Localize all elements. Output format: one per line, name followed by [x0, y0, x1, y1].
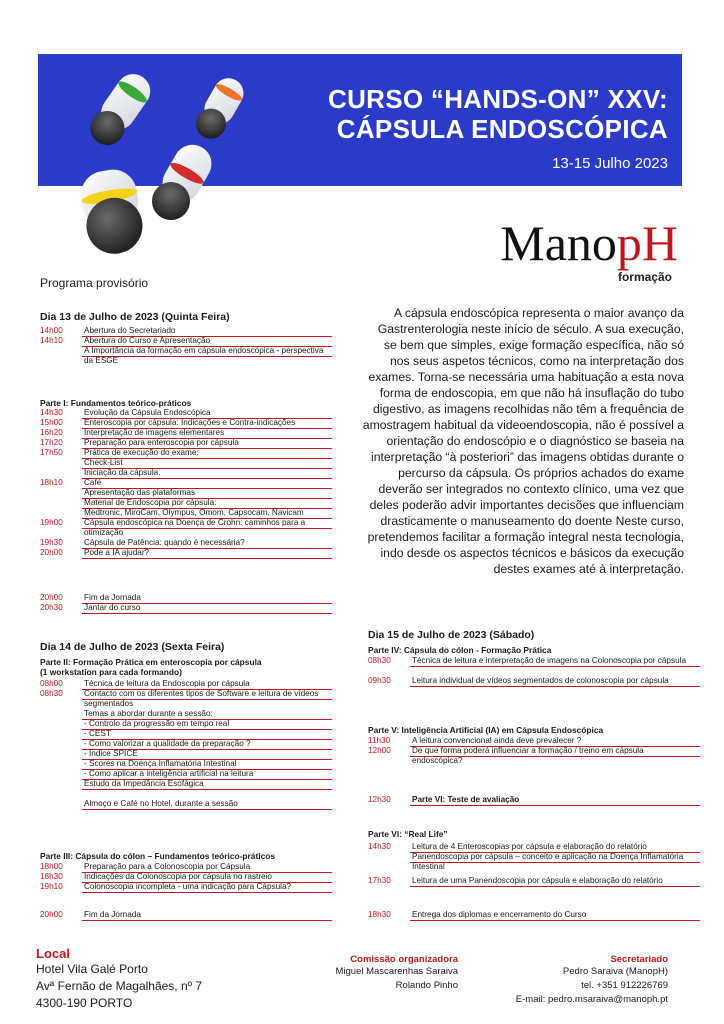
part1-title: Parte I: Fundamentos teórico-práticos	[40, 398, 192, 408]
capsule-yellow	[77, 166, 147, 258]
schedule-text: Fim da Jornada	[84, 910, 141, 919]
local-line-2: Avª Fernão de Magalhães, nº 7	[36, 979, 203, 993]
course-title-line2: CÁPSULA ENDOSCÓPICA	[336, 114, 668, 144]
schedule-text: De que forma poderá influenciar a formação / treino em cápsula endoscópica?	[412, 746, 644, 765]
day3-title: Dia 15 de Julho de 2023 (Sábado)	[368, 629, 535, 641]
schedule-time: 20h30	[40, 603, 63, 612]
schedule-text: Cápsula de Patência: quando é necessária?	[84, 538, 245, 547]
local-line-1: Hotel Vila Galé Porto	[36, 962, 148, 976]
part5-title: Parte V: Inteligência Artificial (IA) em Cápsula Endoscópica	[368, 725, 604, 735]
schedule-text: Interpretação de imagens elementares	[84, 428, 225, 437]
row-separator	[410, 666, 700, 667]
secretariado-line-2: tel. +351 912226769	[581, 980, 668, 991]
schedule-text: - Índice SPICE	[84, 749, 138, 758]
comissao-label: Comissão organizadora	[350, 954, 458, 965]
schedule-time: 12h30	[368, 795, 391, 804]
schedule-text: Fim da Jornada	[84, 593, 141, 602]
schedule-text: Prática de execução do exame:	[84, 448, 199, 457]
schedule-time: 17h20	[40, 438, 63, 447]
schedule-time: 18h10	[40, 478, 63, 487]
secretariado-label: Secretariado	[610, 954, 668, 965]
schedule-text: Técnica de leitura e interpretação de imagens na Colonoscopia por cápsula	[412, 656, 686, 665]
part6-title: Parte VI: “Real Life”	[368, 829, 448, 839]
secretariado-line-1: Pedro Saraiva (ManopH)	[562, 966, 668, 977]
part2-note: (1 workstation para cada formando)	[40, 667, 182, 677]
schedule-text: Apresentação das plataformas	[84, 488, 196, 497]
schedule-text: Café	[84, 478, 102, 487]
programa-label: Programa provisório	[40, 276, 149, 290]
row-separator	[82, 356, 332, 357]
schedule-text: Leitura de uma Panendoscopia por cápsula e elaboração do relatório	[412, 876, 663, 885]
schedule-time: 18h30	[40, 872, 63, 881]
schedule-time: 14h30	[40, 408, 63, 417]
row-separator	[410, 862, 700, 863]
secretariado-line-3: E-mail: pedro.msaraiva@manoph.pt	[515, 994, 668, 1005]
capsule-green	[84, 70, 157, 152]
schedule-text: A leitura convencional ainda deve prevalecer ?	[412, 736, 582, 745]
schedule-text: Pode a IA ajudar?	[84, 548, 150, 557]
schedule-time: 08h30	[368, 656, 391, 665]
schedule-text: - Controlo da progressão em tempo real	[84, 719, 230, 728]
schedule-text: Material de Endoscopia por cápsula:	[84, 498, 217, 507]
schedule-time: 16h20	[40, 428, 63, 437]
comissao-line-1: Miguel Mascarenhas Saraiva	[335, 966, 458, 977]
schedule-time: 12h00	[368, 746, 391, 755]
schedule-time: 14h10	[40, 336, 63, 345]
schedule-time: 08h00	[40, 679, 63, 688]
row-separator	[82, 892, 332, 893]
row-separator	[82, 789, 332, 790]
schedule-text: - CEST	[84, 729, 111, 738]
schedule-time: 19h10	[40, 882, 63, 891]
schedule-time: 18h30	[368, 910, 391, 919]
schedule-text: Evolução da Cápsula Endoscópica	[84, 408, 211, 417]
schedule-time: 14h00	[40, 326, 63, 335]
schedule-text: Medtronic, MiroCam, Olympus, Omom, Capsocam, Navicam	[84, 508, 304, 517]
schedule-time: 15h00	[40, 418, 63, 427]
course-title-line1: CURSO “HANDS-ON” XXV:	[328, 84, 668, 114]
schedule-text: Check-List	[84, 458, 123, 467]
day2-title: Dia 14 de Julho de 2023 (Sexta Feira)	[40, 641, 225, 653]
local-line-3: 4300-190 PORTO	[36, 996, 133, 1010]
schedule-text: A Importância da formação em cápsula endoscópica - perspectiva da ESGE	[84, 346, 324, 365]
schedule-text: Parte VI: Teste de avaliação	[412, 795, 520, 804]
schedule-text: Indicações da Colonoscopia por cápsula no rastreio	[84, 872, 272, 881]
row-separator	[410, 686, 700, 687]
schedule-text: - Scores na Doença Inflamatória Intestinal	[84, 759, 237, 768]
schedule-time: 19h00	[40, 518, 63, 527]
schedule-time: 20h00	[40, 593, 63, 602]
schedule-text: Jantar do curso	[84, 603, 141, 612]
comissao-line-2: Rolando Pinho	[395, 980, 458, 991]
course-dates: 13-15 Julho 2023	[552, 155, 668, 172]
schedule-text: Técnica de leitura da Endoscopia por cápsula	[84, 679, 250, 688]
day1-title: Dia 13 de Julho de 2023 (Quinta Feira)	[40, 311, 230, 323]
row-separator	[82, 920, 332, 921]
schedule-time: 08h30	[40, 689, 63, 698]
schedule-time: 20h00	[40, 548, 63, 557]
schedule-text: Abertura do Secretariado	[84, 326, 176, 335]
row-separator	[82, 528, 332, 529]
schedule-text: Temas a abordar durante a sessão:	[84, 709, 213, 718]
schedule-text: Estudo da Impedância Esofágica	[84, 779, 204, 788]
schedule-text: Leitura de 4 Enteroscopias por cápsula e elaboração do relatório	[412, 842, 647, 851]
schedule-time: 17h30	[368, 876, 391, 885]
schedule-time: 19h30	[40, 538, 63, 547]
schedule-text: Abertura do Curso e Apresentação	[84, 336, 211, 345]
schedule-text: Iniciação da cápsula.	[84, 468, 161, 477]
row-separator	[82, 613, 332, 614]
row-separator	[410, 920, 700, 921]
capsule-illustration	[70, 70, 270, 260]
logo-subtitle: formação	[617, 270, 672, 284]
row-separator	[410, 756, 700, 757]
row-separator	[410, 805, 700, 806]
schedule-text: Panendoscopia por cápsula – conceito e aplicação na Doença Inflamatória Intestinal	[412, 852, 684, 871]
schedule-text: Cápsula endoscópica na Doença de Crohn: caminhos para a otimização	[84, 518, 306, 537]
schedule-text: - Como aplicar a inteligência artificial na leitura	[84, 769, 254, 778]
row-separator	[410, 886, 700, 887]
schedule-time: 20h00	[40, 910, 63, 919]
schedule-text: Enteroscopia por cápsula: Indicações e Contra-indicações	[84, 418, 296, 427]
schedule-time: 11h30	[368, 736, 391, 745]
schedule-time: 17h50	[40, 448, 63, 457]
schedule-text: Contacto com os diferentes tipos de Software e leitura de vídeos segmentados	[84, 689, 319, 708]
part3-title: Parte III: Cápsula do cólon – Fundamentos teórico-práticos	[40, 851, 276, 861]
intro-paragraph: A cápsula endoscópica representa o maior avanço da Gastrenterologia neste início de século. A sua execução, se bem que simples, exige formação específica, não só nos seus aspetos técnicos, como na interpretação dos exames. Torna-se necessária uma habituação a esta nova forma de endoscopia, em que não há insuflação do tubo digestivo, as imagens recolhidas não têm a frequência de amostragem habitual da videoendoscopia, não é possível a orientação do endoscópio e o diagnóstico se baseia na interpretação “à posteriori” das imagens obtidas durante o percurso da cápsula. Os próprios achados do exame deverão ser integrados no contexto clínico, uma vez que deles poderão advir importantes decisões que influenciam drasticamente o manuseamento do doente Neste curso, pretendemos facilitar a formação integral nesta tecnologia, indo desde os aspectos técnicos e básicos da execução destes exames até à interpretação.	[362, 306, 684, 576]
local-label: Local	[36, 946, 70, 961]
schedule-time: 14h30	[368, 842, 391, 851]
schedule-text: Almoço e Café no Hotel, durante a sessão	[84, 799, 238, 808]
part4-title: Parte IV: Cápsula do cólon - Formação Prática	[368, 645, 552, 655]
schedule-time: 18h00	[40, 862, 63, 871]
schedule-time: 09h30	[368, 676, 391, 685]
capsule-red	[145, 138, 218, 227]
schedule-text: Preparação para a Colonoscopia por Cápsula	[84, 862, 251, 871]
row-separator	[82, 558, 332, 559]
schedule-text: Leitura individual de vídeos segmentados de colonoscopia por cápsula	[412, 676, 669, 685]
schedule-text: Preparação para enteroscopia por cápsula	[84, 438, 239, 447]
schedule-text: - Como valorizar a qualidade da preparação ?	[84, 739, 251, 748]
row-separator	[82, 809, 332, 810]
row-separator	[82, 699, 332, 700]
part2-title: Parte II: Formação Prática em enteroscopia por cápsula	[40, 657, 262, 667]
schedule-text: Colonoscopia incompleta - uma indicação para Cápsula?	[84, 882, 292, 891]
manoph-logo: ManopH formação	[500, 215, 678, 284]
capsule-orange	[191, 73, 249, 144]
schedule-text: Entrega dos diplomas e encerramento do Curso	[412, 910, 587, 919]
